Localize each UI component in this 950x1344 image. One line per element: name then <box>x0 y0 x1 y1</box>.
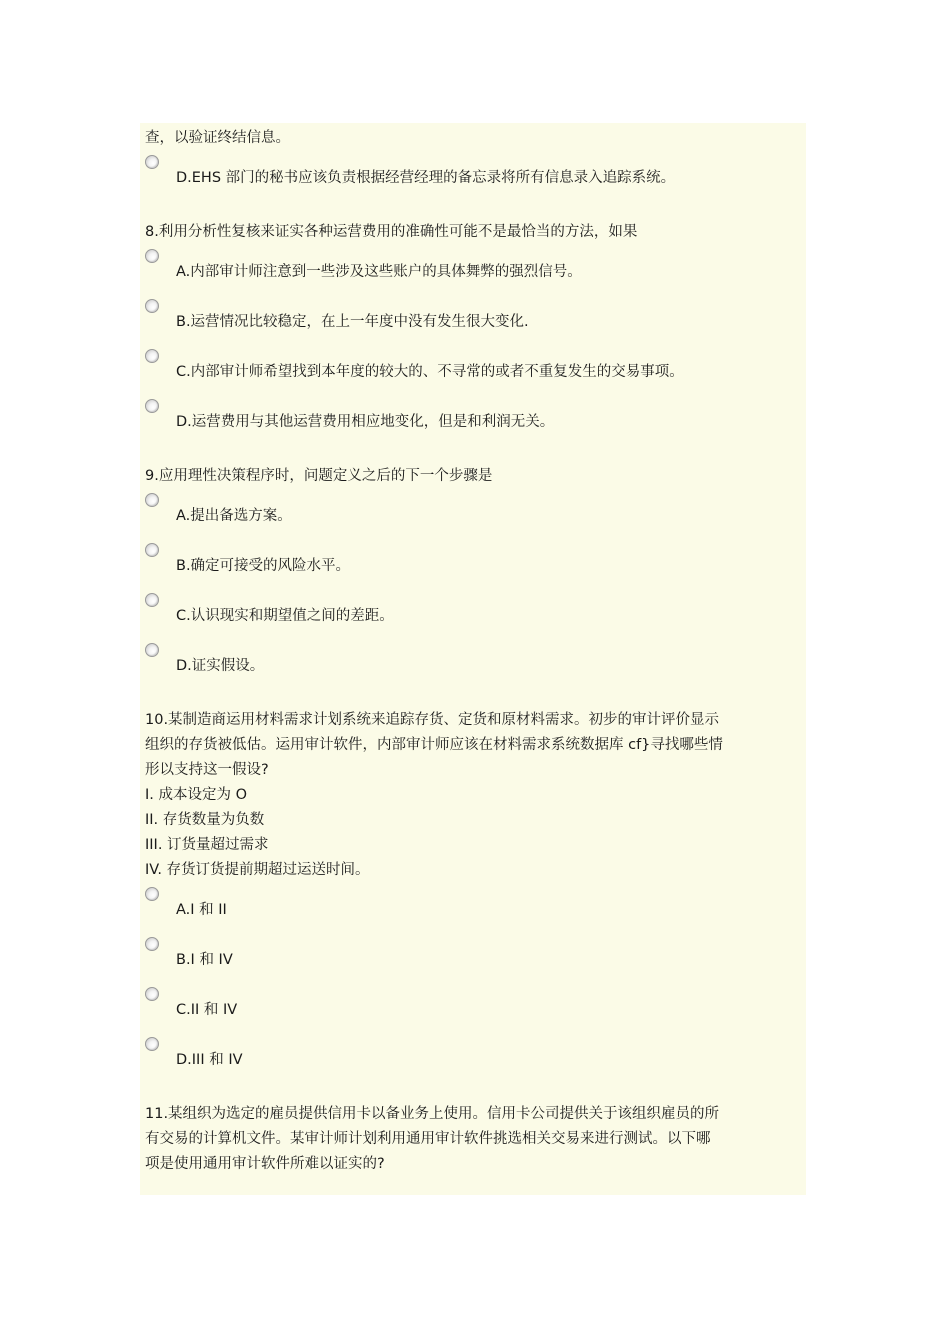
option-label: D.EHS 部门的秘书应该负责根据经营经理的备忘录将所有信息录入追踪系统。 <box>176 170 676 186</box>
radio-button[interactable] <box>145 543 159 557</box>
q10-item: I. 成本设定为 O <box>145 787 248 803</box>
option-label: C.II 和 IV <box>176 1002 238 1018</box>
option-label: B.运营情况比较稳定，在上一年度中没有发生很大变化. <box>176 314 529 330</box>
radio-button[interactable] <box>145 643 159 657</box>
option-label: A.内部审计师注意到一些涉及这些账户的具体舞弊的强烈信号。 <box>176 264 582 280</box>
spacer <box>145 1083 805 1102</box>
q9-option-d[interactable] <box>145 639 805 689</box>
q10-title-line: 10.某制造商运用材料需求计划系统来追踪存货、定货和原材料需求。初步的审计评价显示 <box>145 712 720 728</box>
q8-option-b[interactable] <box>145 295 805 345</box>
radio-button[interactable] <box>145 493 159 507</box>
q9-option-c[interactable] <box>145 589 805 639</box>
radio-button[interactable] <box>145 987 159 1001</box>
spacer <box>145 445 805 464</box>
q7-option-d[interactable] <box>145 151 805 201</box>
q9-title: 9.应用理性决策程序时，问题定义之后的下一个步骤是 <box>145 468 493 484</box>
radio-button[interactable] <box>145 349 159 363</box>
radio-button[interactable] <box>145 1037 159 1051</box>
option-label: C.内部审计师希望找到本年度的较大的、不寻常的或者不重复发生的交易事项。 <box>176 364 684 380</box>
option-label: A.提出备选方案。 <box>176 508 292 524</box>
q11-title-line: 项是使用通用审计软件所难以证实的? <box>145 1156 385 1172</box>
q8-option-d[interactable] <box>145 395 805 445</box>
radio-button[interactable] <box>145 593 159 607</box>
q7-fragment: 查，以验证终结信息。 <box>145 130 290 146</box>
radio-button[interactable] <box>145 399 159 413</box>
option-label: C.认识现实和期望值之间的差距。 <box>176 608 394 624</box>
q10-item: IV. 存货订货提前期超过运送时间。 <box>145 862 370 878</box>
q11-title-line: 有交易的计算机文件。某审计师计划利用通用审计软件挑选相关交易来进行测试。以下哪 <box>145 1131 711 1147</box>
q10-option-c[interactable] <box>145 983 805 1033</box>
option-label: D.运营费用与其他运营费用相应地变化，但是和利润无关。 <box>176 414 555 430</box>
spacer <box>145 689 805 708</box>
q11-title-line: 11.某组织为选定的雇员提供信用卡以备业务上使用。信用卡公司提供关于该组织雇员的所 <box>145 1106 720 1122</box>
q10-option-a[interactable] <box>145 883 805 933</box>
q10-title <box>145 708 805 783</box>
option-label: D.证实假设。 <box>176 658 265 674</box>
radio-button[interactable] <box>145 155 159 169</box>
option-label: B.确定可接受的风险水平。 <box>176 558 351 574</box>
radio-button[interactable] <box>145 249 159 263</box>
q10-title-line: 形以支持这一假设? <box>145 762 269 778</box>
option-label: A.I 和 II <box>176 902 227 918</box>
q9-option-b[interactable] <box>145 539 805 589</box>
q9-option-a[interactable] <box>145 489 805 539</box>
radio-button[interactable] <box>145 887 159 901</box>
option-label: D.III 和 IV <box>176 1052 243 1068</box>
q11-title <box>145 1102 805 1177</box>
q10-item: II. 存货数量为负数 <box>145 812 265 828</box>
q10-option-d[interactable] <box>145 1033 805 1083</box>
q8-option-c[interactable] <box>145 345 805 395</box>
option-label: B.I 和 IV <box>176 952 233 968</box>
quiz-content <box>145 126 805 1177</box>
q8-title: 8.利用分析性复核来证实各种运营费用的准确性可能不是最恰当的方法，如果 <box>145 224 638 240</box>
radio-button[interactable] <box>145 299 159 313</box>
spacer <box>145 201 805 220</box>
q10-title-line: 组织的存货被低估。运用审计软件，内部审计师应该在材料需求系统数据库 cf}寻找哪些情 <box>145 737 723 753</box>
radio-button[interactable] <box>145 937 159 951</box>
q10-item: III. 订货量超过需求 <box>145 837 269 853</box>
q8-option-a[interactable] <box>145 245 805 295</box>
q10-option-b[interactable] <box>145 933 805 983</box>
